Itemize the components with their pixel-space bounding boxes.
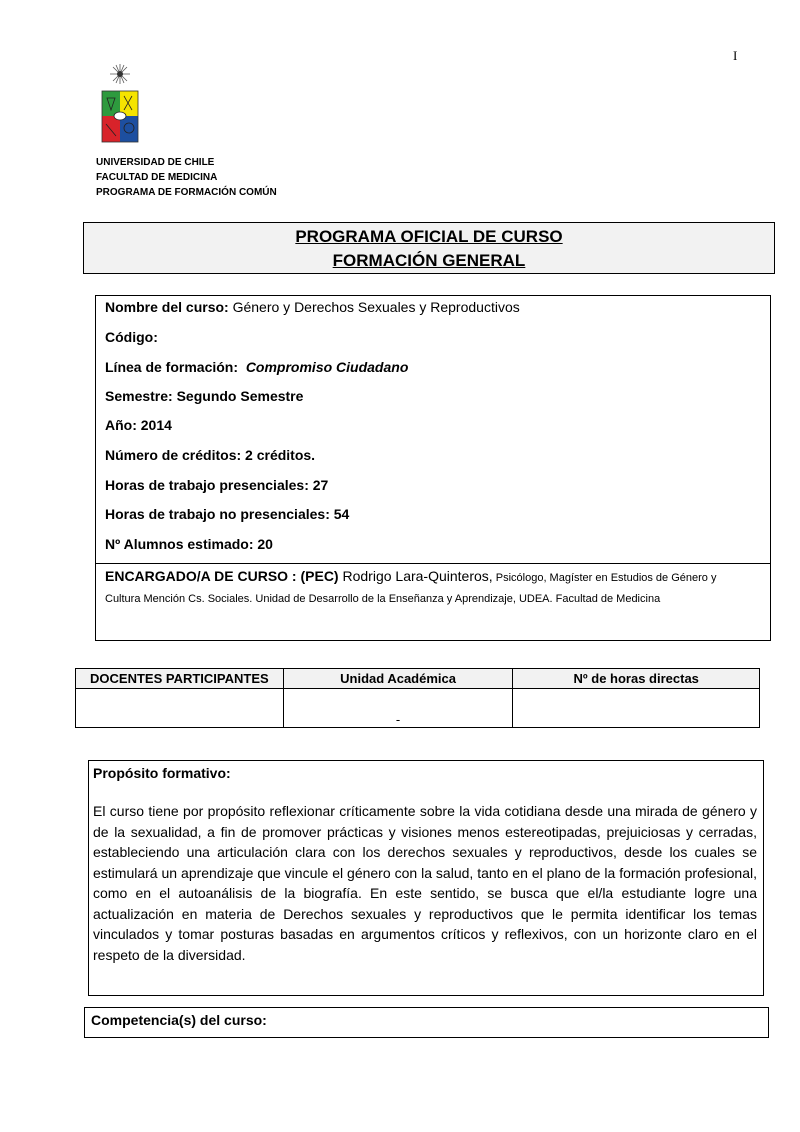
document-title-box — [83, 222, 775, 274]
course-semester-row — [105, 388, 303, 404]
course-students: Nº Alumnos estimado: 20 — [105, 536, 273, 552]
university-seal-logo — [98, 62, 142, 148]
docentes-table-header — [76, 669, 760, 689]
header-docentes: DOCENTES PARTICIPANTES — [76, 669, 284, 689]
course-line-value: Compromiso Ciudadano — [245, 359, 409, 375]
course-manager-desc-1: Psicólogo, Magíster en Estudios de Género y — [492, 572, 717, 584]
purpose-box — [88, 760, 764, 996]
course-info-box — [95, 295, 771, 641]
docentes-table — [75, 668, 760, 728]
course-manager-row — [105, 568, 716, 584]
course-hours-presential: Horas de trabajo presenciales: 27 — [105, 477, 329, 493]
course-manager-name: Rodrigo Lara-Quinteros, — [338, 568, 493, 584]
institution-line-3: PROGRAMA DE FORMACIÓN COMÚN — [96, 187, 277, 198]
purpose-title: Propósito formativo: — [93, 765, 231, 781]
institution-line-1: UNIVERSIDAD DE CHILE — [96, 157, 215, 168]
cell-docentes — [76, 689, 284, 728]
info-divider — [96, 563, 770, 564]
course-manager-desc-2: Cultura Mención Cs. Sociales. Unidad de Desarrollo de la Enseñanza y Aprendizaje, UDEA. Facultad de Medicina — [105, 593, 661, 605]
course-code-row — [105, 329, 158, 345]
cell-unidad: - — [283, 689, 513, 728]
course-line-label: Línea de formación: — [105, 359, 239, 375]
title-line-2: FORMACIÓN GENERAL — [332, 251, 526, 270]
course-line-row — [105, 359, 408, 375]
header-horas: Nº de horas directas — [513, 669, 760, 689]
course-hours-nonpresential: Horas de trabajo no presenciales: 54 — [105, 506, 350, 522]
course-credits-row — [105, 447, 315, 463]
course-hours-presential-row — [105, 477, 328, 493]
course-year-row — [105, 417, 172, 433]
course-credits: Número de créditos: 2 créditos. — [105, 447, 316, 463]
page-number: I — [733, 48, 738, 63]
institution-line-2: FACULTAD DE MEDICINA — [96, 172, 218, 183]
course-manager-label: ENCARGADO/A DE CURSO : (PEC) — [105, 568, 339, 584]
competencies-box — [84, 1007, 769, 1038]
cell-horas — [513, 689, 760, 728]
header-unidad: Unidad Académica — [283, 669, 513, 689]
course-code-label: Código: — [105, 329, 158, 345]
course-hours-nonpresential-row — [105, 506, 349, 522]
course-year: Año: 2014 — [105, 417, 172, 433]
purpose-text: El curso tiene por propósito reflexionar críticamente sobre la vida cotidiana desde una mirada de género y de la sexualidad, a fin de promover prácticas y visiones menos estereotipadas, prejuiciosas y cerradas, estableciendo una articulación clara con los derechos sexuales y reproductivos, desde los cuales se estimulará un aprendizaje que vincule el género con la salud, tanto en el plano de la formación profesional, como en el autoanálisis de la biografía. En este sentido, se busca que el/la estudiante logre una actualización en materia de Derechos sexuales y reproductivos que le permita identificar los temas vinculados y tomar posturas basadas en argumentos críticos y reflexivos, con un horizonte claro en el respeto de la diversidad. — [93, 803, 757, 963]
course-name-value: Género y Derechos Sexuales y Reproductivos — [228, 299, 520, 315]
course-name-row — [105, 299, 520, 315]
course-semester: Semestre: Segundo Semestre — [105, 388, 304, 404]
course-name-label: Nombre del curso: — [105, 299, 229, 315]
competencies-title: Competencia(s) del curso: — [91, 1012, 267, 1028]
course-students-row — [105, 536, 273, 552]
table-row — [76, 689, 760, 728]
title-line-1: PROGRAMA OFICIAL DE CURSO — [295, 227, 563, 246]
